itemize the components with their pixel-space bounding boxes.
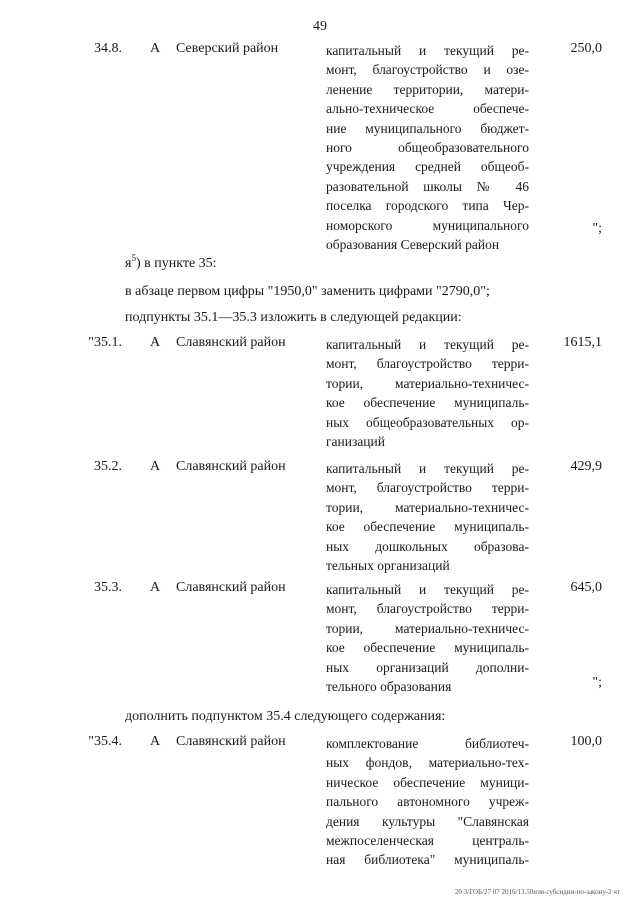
- description-line: образования Северский район: [326, 236, 500, 252]
- paragraph-item-ya5: [125, 253, 217, 272]
- description-line: тельных организаций: [326, 557, 450, 573]
- entry-number: "35.4.: [88, 734, 122, 749]
- paragraph-superscript: 5: [131, 253, 136, 263]
- entry-description: [326, 335, 529, 451]
- description-line: кое обеспечение муниципаль-: [326, 640, 529, 656]
- description-line: комплектование библиотеч-: [326, 736, 529, 751]
- entry-category: А: [150, 734, 161, 749]
- description-line: тории, материально-техничес-: [326, 620, 529, 636]
- description-line: кое обеспечение муниципаль-: [326, 519, 529, 535]
- description-line: ганизаций: [326, 433, 385, 449]
- description-line: монт, благоустройство терри-: [326, 601, 529, 617]
- entry-category: А: [150, 580, 161, 595]
- entry-amount: 250,0: [570, 41, 602, 56]
- description-line: капитальный и текущий ре-: [326, 461, 529, 476]
- description-line: межпоселенческая централь-: [326, 832, 529, 848]
- description-line: тории, материально-техничес-: [326, 375, 529, 391]
- description-line: пального автономного учреж-: [326, 794, 529, 810]
- entry-description: [326, 734, 529, 870]
- description-line: ного общеобразовательного: [326, 139, 529, 155]
- description-line: капитальный и текущий ре-: [326, 582, 529, 597]
- entry-35-2: [0, 459, 640, 573]
- description-line: ническое обеспечение муници-: [326, 774, 529, 790]
- entry-35-4: [0, 734, 640, 868]
- entry-number: 35.3.: [94, 580, 122, 595]
- entry-35-1: [0, 335, 640, 449]
- description-line: монт, благоустройство терри-: [326, 480, 529, 496]
- paragraph-letter: я: [125, 256, 132, 271]
- description-line: ных организаций дополни-: [326, 659, 529, 675]
- description-line: учреждения средней общеоб-: [326, 159, 529, 175]
- description-line: разовательной школы № 46: [326, 178, 529, 194]
- description-line: тельного образования: [326, 678, 452, 694]
- entry-number: 34.8.: [94, 41, 122, 56]
- description-line: ных общеобразовательных ор-: [326, 414, 529, 430]
- entry-description: [326, 580, 529, 696]
- entry-35-3: [0, 580, 640, 694]
- entry-category: А: [150, 335, 161, 350]
- entry-description: [326, 41, 529, 254]
- entry-district: Славянский район: [176, 335, 286, 350]
- entry-amount: 100,0: [570, 734, 602, 749]
- entry-category: А: [150, 459, 161, 474]
- description-line: капитальный и текущий ре-: [326, 43, 529, 58]
- description-line: кое обеспечение муниципаль-: [326, 395, 529, 411]
- closing-quote: ";: [592, 221, 602, 236]
- description-line: дения культуры "Славянская: [326, 813, 529, 829]
- entry-district: Северский район: [176, 41, 279, 56]
- description-line: ально-техническое обеспече-: [326, 101, 529, 117]
- entry-number: 35.2.: [94, 459, 122, 474]
- entry-district: Славянский район: [176, 580, 286, 595]
- entry-number: "35.1.: [88, 335, 122, 350]
- paragraph-replace-figures: в абзаце первом цифры "1950,0" заменить цифрами "2790,0";: [125, 284, 490, 299]
- description-line: ние муниципального бюджет-: [326, 120, 529, 136]
- description-line: номорского муниципального: [326, 217, 529, 233]
- entry-34-8: [0, 41, 640, 252]
- description-line: капитальный и текущий ре-: [326, 337, 529, 352]
- description-line: ных дошкольных образова-: [326, 538, 529, 554]
- description-line: ленение территории, матери-: [326, 81, 529, 97]
- entry-district: Славянский район: [176, 734, 286, 749]
- entry-amount: 429,9: [570, 459, 602, 474]
- description-line: монт, благоустройство терри-: [326, 356, 529, 372]
- paragraph-add-subitem: дополнить подпунктом 35.4 следующего содержания:: [125, 709, 446, 724]
- document-footer: 20 3/ГОБ/27 07 2016/13.50изм-субсидии-по-закону-2 чт: [454, 888, 620, 896]
- paragraph-rest: ) в пункте 35:: [135, 256, 217, 271]
- description-line: монт, благоустройство и озе-: [326, 62, 529, 78]
- entry-district: Славянский район: [176, 459, 286, 474]
- entry-amount: 645,0: [570, 580, 602, 595]
- paragraph-restate-subitems: подпункты 35.1—35.3 изложить в следующей редакции:: [125, 310, 462, 325]
- description-line: поселка городского типа Чер-: [326, 198, 529, 214]
- page-number: 49: [313, 19, 327, 34]
- description-line: ная библиотека" муниципаль-: [326, 852, 529, 868]
- entry-amount: 1615,1: [563, 335, 602, 350]
- entry-category: А: [150, 41, 161, 56]
- description-line: ных фондов, материально-тех-: [326, 755, 529, 771]
- entry-description: [326, 459, 529, 575]
- description-line: тории, материально-техничес-: [326, 499, 529, 515]
- closing-quote: ";: [592, 675, 602, 690]
